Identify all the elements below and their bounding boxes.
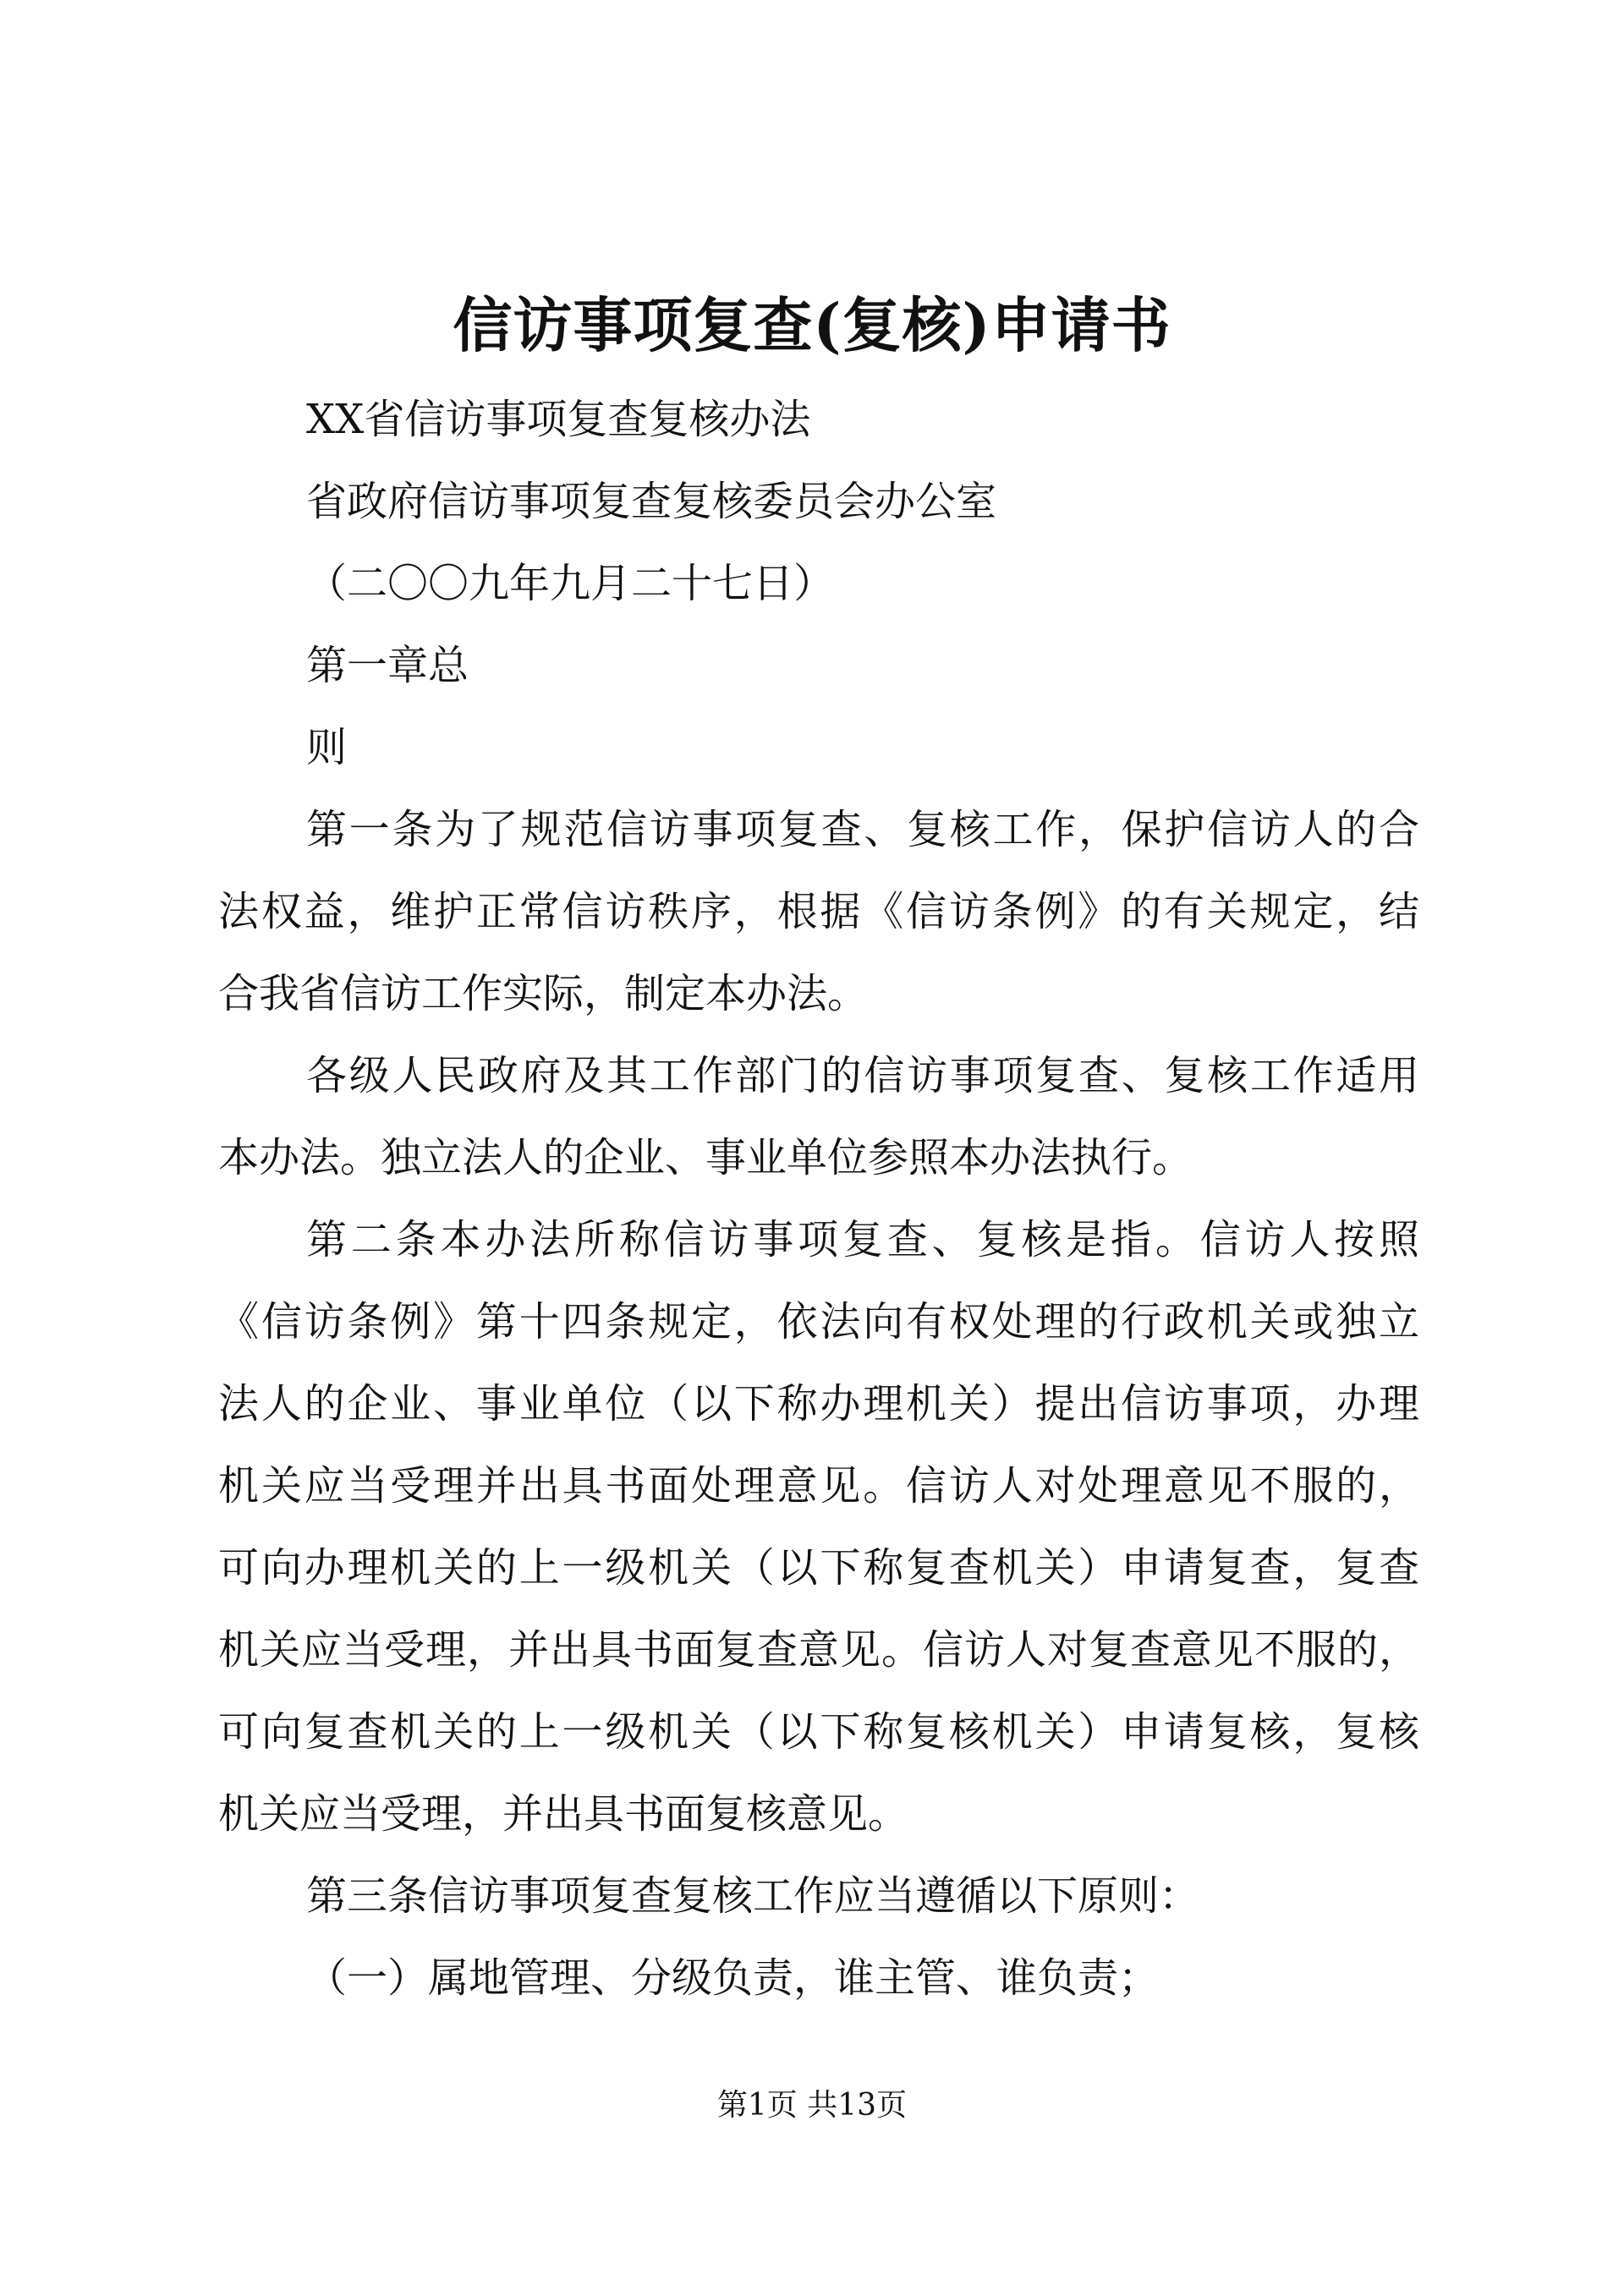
- text-line: 各级人民政府及其工作部门的信访事项复查、复核工作适用: [306, 1052, 1419, 1099]
- chapter-heading: 第一章总: [306, 642, 469, 689]
- text-line: 机关应当受理并出具书面处理意见。信访人对处理意见不服的，: [218, 1462, 1419, 1510]
- text-line: 法权益，维护正常信访秩序，根据《信访条例》的有关规定，结: [218, 888, 1419, 935]
- document-body: [218, 379, 1419, 2019]
- text-line: 本办法。独立法人的企业、事业单位参照本办法执行。: [218, 1134, 1193, 1181]
- document-title: 信访事项复查(复核)申请书: [453, 290, 1171, 360]
- text-line: 第一条为了规范信访事项复查、复核工作，保护信访人的合: [306, 806, 1419, 853]
- text-line: XX省信访事项复查复核办法: [306, 396, 811, 443]
- text-line: （一）属地管理、分级负责，谁主管、谁负责；: [306, 1954, 1160, 2002]
- text-line: 省政府信访事项复查复核委员会办公室: [306, 478, 997, 525]
- text-line: 可向复查机关的上一级机关（以下称复核机关）申请复核，复核: [218, 1708, 1419, 1756]
- text-line: 第三条信访事项复查复核工作应当遵循以下原则：: [306, 1872, 1200, 1920]
- text-line: 第二条本办法所称信访事项复查、复核是指。信访人按照: [306, 1216, 1419, 1263]
- text-line: 可向办理机关的上一级机关（以下称复查机关）申请复查，复查: [218, 1544, 1419, 1592]
- text-line: 机关应当受理，并出具书面复查意见。信访人对复查意见不服的，: [218, 1626, 1419, 1674]
- text-line: 法人的企业、事业单位（以下称办理机关）提出信访事项，办理: [218, 1380, 1419, 1427]
- text-line: 合我省信访工作实际，制定本办法。: [218, 970, 869, 1017]
- text-line: （二〇〇九年九月二十七日）: [306, 560, 835, 607]
- page-number: 第1页 共13页: [716, 2088, 908, 2123]
- chapter-heading: 则: [306, 724, 348, 771]
- text-line: 机关应当受理，并出具书面复核意见。: [218, 1790, 909, 1838]
- text-line: 《信访条例》第十四条规定，依法向有权处理的行政机关或独立: [218, 1298, 1419, 1345]
